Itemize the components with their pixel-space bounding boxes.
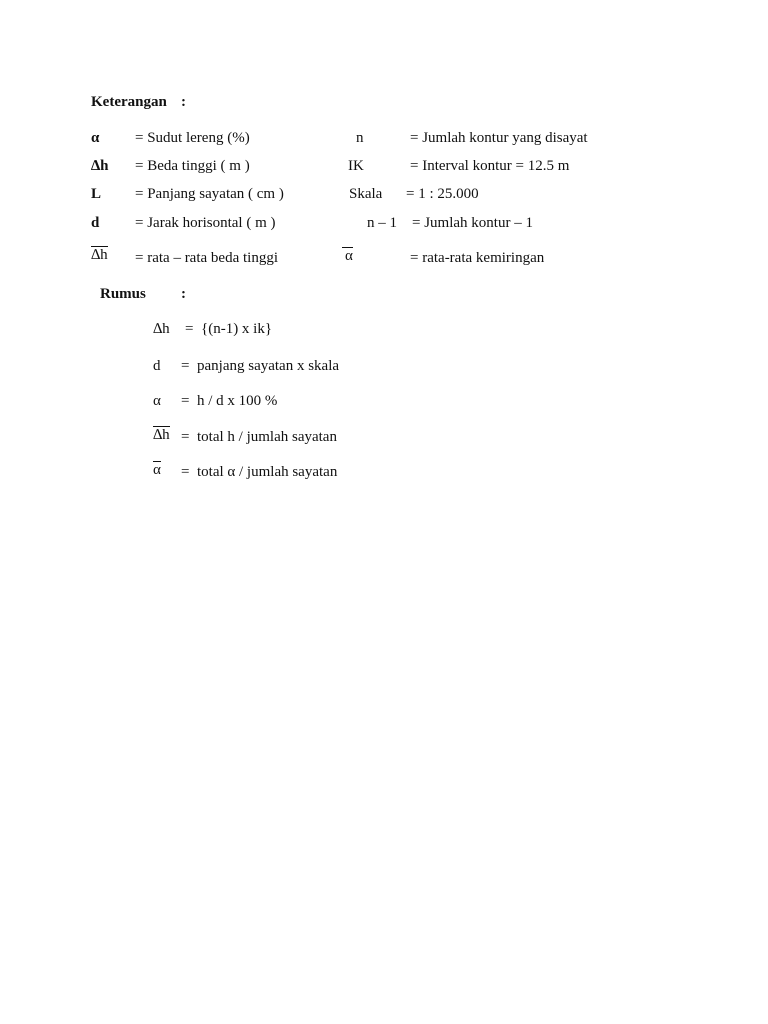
formula-rhs-mean-delta-h: total h / jumlah sayatan	[197, 429, 337, 445]
legend-desc-mean-alpha: = rata-rata kemiringan	[410, 250, 545, 266]
legend-symbol-l: L	[91, 186, 102, 202]
legend-symbol-delta-h: ∆h	[91, 158, 109, 174]
legend-desc-ik: = Interval kontur = 12.5 m	[410, 158, 570, 174]
formula-lhs-delta-h: ∆h	[153, 321, 170, 337]
mean-delta-h-symbol: ∆h	[91, 247, 108, 263]
formula-lhs-d: d	[153, 358, 161, 374]
formula-lhs-alpha: α	[153, 393, 161, 409]
mean-alpha-symbol: α	[342, 247, 353, 264]
rumus-colon: :	[181, 286, 186, 302]
rumus-title: Rumus	[100, 286, 146, 302]
legend-symbol-n-minus-1: n – 1	[367, 215, 397, 231]
formula-eq-d: =	[181, 358, 190, 374]
legend-desc-skala: = 1 : 25.000	[406, 186, 479, 202]
legend-symbol-mean-alpha	[342, 247, 353, 264]
formula-eq-alpha: =	[181, 393, 190, 409]
formula-rhs-delta-h: {(n-1) x ik}	[201, 321, 273, 337]
legend-desc-n-minus-1: = Jumlah kontur – 1	[412, 215, 533, 231]
legend-symbol-alpha: α	[91, 130, 100, 146]
legend-desc-alpha: = Sudut lereng (%)	[135, 130, 250, 146]
legend-desc-l: = Panjang sayatan ( cm )	[135, 186, 284, 202]
legend-symbol-skala: Skala	[349, 186, 383, 202]
formula-eq-delta-h: =	[185, 321, 194, 337]
legend-symbol-n: n	[356, 130, 364, 146]
formula-eq-mean-delta-h: =	[181, 429, 190, 445]
formula-mean-delta-h-symbol: ∆h	[153, 427, 170, 443]
formula-mean-alpha-symbol: α	[153, 462, 161, 478]
legend-symbol-mean-delta-h	[91, 246, 108, 263]
formula-rhs-alpha: h / d x 100 %	[197, 393, 278, 409]
legend-desc-mean-delta-h: = rata – rata beda tinggi	[135, 250, 278, 266]
legend-desc-delta-h: = Beda tinggi ( m )	[135, 158, 250, 174]
formula-lhs-mean-alpha	[153, 461, 161, 478]
legend-desc-n: = Jumlah kontur yang disayat	[410, 130, 588, 146]
keterangan-colon: :	[181, 94, 186, 110]
legend-desc-d: = Jarak horisontal ( m )	[135, 215, 276, 231]
legend-symbol-d: d	[91, 215, 100, 231]
formula-rhs-mean-alpha: total α / jumlah sayatan	[197, 464, 338, 480]
formula-eq-mean-alpha: =	[181, 464, 190, 480]
keterangan-title: Keterangan	[91, 94, 167, 110]
legend-symbol-ik: IK	[348, 158, 364, 174]
formula-lhs-mean-delta-h	[153, 426, 170, 443]
formula-rhs-d: panjang sayatan x skala	[197, 358, 340, 374]
